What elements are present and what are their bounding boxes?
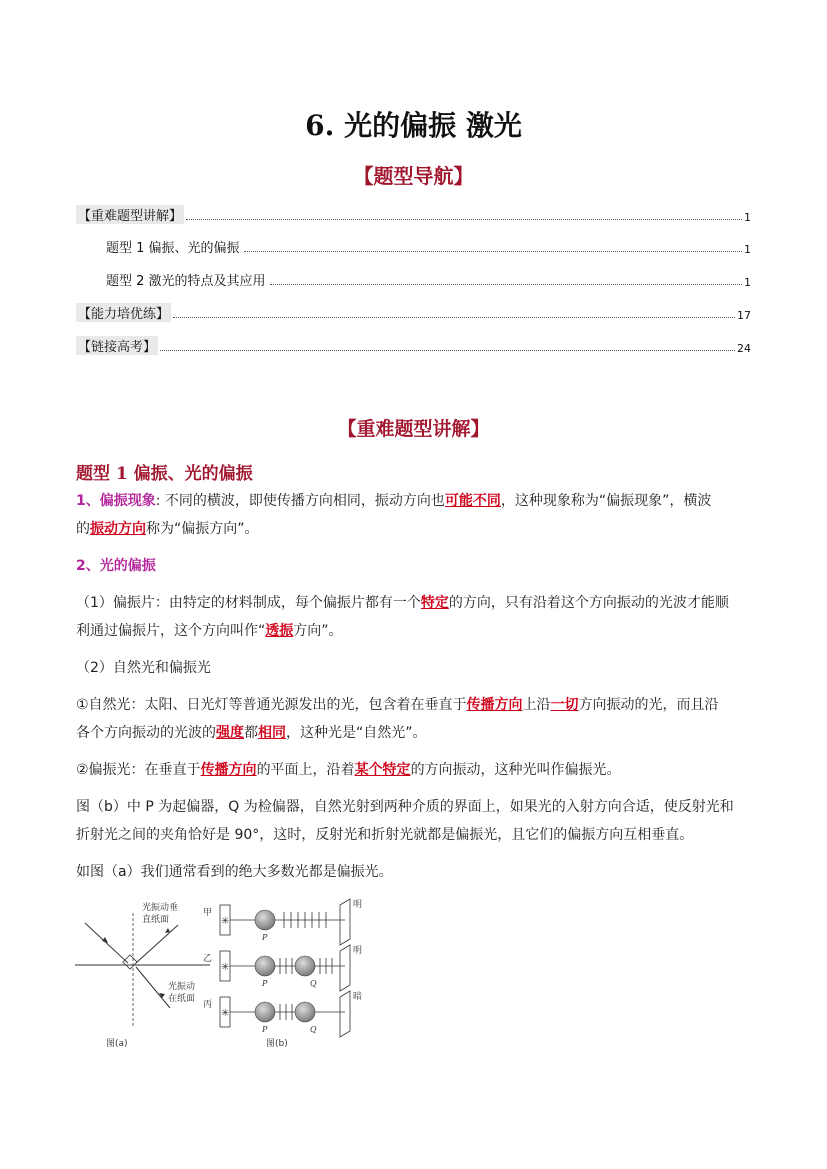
- svg-text:✳: ✳: [221, 1008, 230, 1019]
- toc-leader: [173, 316, 735, 318]
- reflected-ray: [136, 925, 178, 963]
- toc-label: 题型 2 激光的特点及其应用: [106, 274, 266, 289]
- toc-entry-key-topics[interactable]: [76, 204, 751, 224]
- caption-b: 图(b): [266, 1039, 288, 1049]
- polarization-figure: [70, 893, 370, 1053]
- screen-1: [340, 899, 350, 945]
- text: 的方向，只有沿着这个方向振动的光波才能顺: [448, 595, 729, 611]
- row-label-2: 乙: [203, 954, 213, 964]
- toc-entry-topic-1[interactable]: [106, 236, 751, 256]
- svg-text:✳: ✳: [221, 916, 230, 927]
- toc-entry-exam-links[interactable]: [76, 335, 751, 355]
- text: 称为“偏振方向”。: [146, 521, 259, 537]
- label-a-bottom-1: 光振动: [168, 982, 196, 992]
- text: 折射光之间的夹角恰好是 90°，这时，反射光和折射光就都是偏振光，且它们的偏振方向互相垂直。: [76, 827, 694, 843]
- text: 的方向振动，这种光叫作偏振光。: [410, 762, 621, 778]
- text: 都: [244, 725, 258, 741]
- topic-heading: 题型 1 偏振、光的偏振: [76, 464, 253, 484]
- figure-b: [203, 899, 362, 1049]
- keyword: 可能不同: [444, 493, 501, 509]
- svg-text:✳: ✳: [221, 962, 230, 973]
- refracted-ray: [136, 967, 170, 1008]
- screen-3: [340, 991, 350, 1037]
- keyword: 振动方向: [90, 521, 146, 537]
- polarizer-p-2: [255, 956, 275, 976]
- term-label: 1、偏振现象: [76, 493, 156, 509]
- row-label-1: 甲: [203, 908, 213, 918]
- polarizer-p-1: [255, 910, 275, 930]
- toc-leader: [270, 283, 742, 285]
- text: ②偏振光：在垂直于: [76, 762, 201, 778]
- text: 如图（a）我们通常看到的绝大多数光都是偏振光。: [76, 864, 393, 880]
- text: （2）自然光和偏振光: [76, 660, 211, 676]
- keyword: 特定: [420, 595, 449, 611]
- label-a-top-2: 直纸面: [142, 915, 170, 925]
- incident-ray: [85, 923, 128, 963]
- paragraph-polarizer: [76, 589, 752, 645]
- keyword: 相同: [258, 725, 286, 741]
- text: （1）偏振片：由特定的材料制成，每个偏振片都有一个: [76, 595, 421, 611]
- keyword: 传播方向: [200, 762, 257, 778]
- toc-page: 17: [737, 309, 751, 322]
- toc-page: 1: [744, 243, 751, 256]
- paragraph-natural-vs-polarized: [76, 654, 752, 682]
- label-a-top-1: 光振动垂: [142, 903, 179, 913]
- analyzer-q-3: [295, 1002, 315, 1022]
- keyword: 一切: [550, 697, 579, 713]
- toc-label: 题型 1 偏振、光的偏振: [106, 241, 240, 256]
- screen-label-1: 明: [353, 900, 363, 910]
- text: ①自然光：太阳、日光灯等普通光源发出的光，包含着在垂直于: [76, 697, 467, 713]
- text: 上沿: [522, 697, 551, 713]
- toc-leader: [186, 218, 742, 220]
- text: ，这种现象称为“偏振现象”，横波: [500, 493, 712, 509]
- label-p-3: P: [262, 1025, 268, 1034]
- screen-label-3: 暗: [353, 992, 363, 1002]
- label-p-2: P: [262, 979, 268, 988]
- keyword: 强度: [216, 725, 244, 741]
- row-label-3: 丙: [203, 1000, 213, 1010]
- label-p-1: P: [262, 933, 268, 942]
- toc-entry-practice[interactable]: [76, 302, 751, 322]
- analyzer-q-2: [295, 956, 315, 976]
- label-a-bottom-2: 在纸面: [168, 994, 196, 1004]
- keyword: 某个特定: [354, 762, 411, 778]
- polarizer-p-3: [255, 1002, 275, 1022]
- text: ，这种光是“自然光”。: [286, 725, 427, 741]
- screen-2: [340, 945, 350, 991]
- keyword: 传播方向: [466, 697, 523, 713]
- text: 各个方向振动的光波的: [76, 725, 216, 741]
- section-heading: 【重难题型讲解】: [337, 418, 490, 440]
- caption-a: 图(a): [106, 1039, 128, 1049]
- right-angle-mark: [123, 955, 137, 969]
- paragraph-figure-b-explanation: [76, 793, 752, 849]
- toc-page: 1: [744, 211, 751, 224]
- screen-label-2: 明: [353, 946, 363, 956]
- text: : 不同的横波，即使传播方向相同，振动方向也: [155, 493, 445, 509]
- term-label: 2、光的偏振: [76, 558, 156, 574]
- paragraph-polarization-phenomenon: [76, 487, 752, 543]
- keyword: 透振: [265, 623, 294, 639]
- toc-leader: [160, 349, 735, 351]
- page-title: 6. 光的偏振 激光: [305, 109, 522, 142]
- text: 方向”。: [293, 623, 343, 639]
- paragraph-polarized-light: [76, 756, 752, 784]
- toc-entry-topic-2[interactable]: [106, 269, 751, 289]
- paragraph-figure-a-note: [76, 858, 752, 886]
- text: 利通过偏振片，这个方向叫作“: [76, 623, 266, 639]
- text: 的平面上，沿着: [256, 762, 355, 778]
- toc-page: 24: [737, 342, 751, 355]
- paragraph-light-polarization: [76, 552, 752, 580]
- toc-page: 1: [744, 276, 751, 289]
- label-q-2: Q: [310, 979, 317, 988]
- paragraph-natural-light: [76, 691, 752, 747]
- nav-title: 【题型导航】: [353, 164, 474, 188]
- toc-label: 【重难题型讲解】: [76, 205, 184, 224]
- figure-a: [75, 901, 213, 1049]
- toc-label: 【能力培优练】: [76, 303, 171, 322]
- label-q-3: Q: [310, 1025, 317, 1034]
- text: 的: [76, 521, 90, 537]
- text: 方向振动的光，而且沿: [578, 697, 719, 713]
- text: 图（b）中 P 为起偏器，Q 为检偏器，自然光射到两种介质的界面上，如果光的入射方向合适，使反射光和: [76, 799, 734, 815]
- toc-leader: [244, 250, 742, 252]
- toc-label: 【链接高考】: [76, 336, 158, 355]
